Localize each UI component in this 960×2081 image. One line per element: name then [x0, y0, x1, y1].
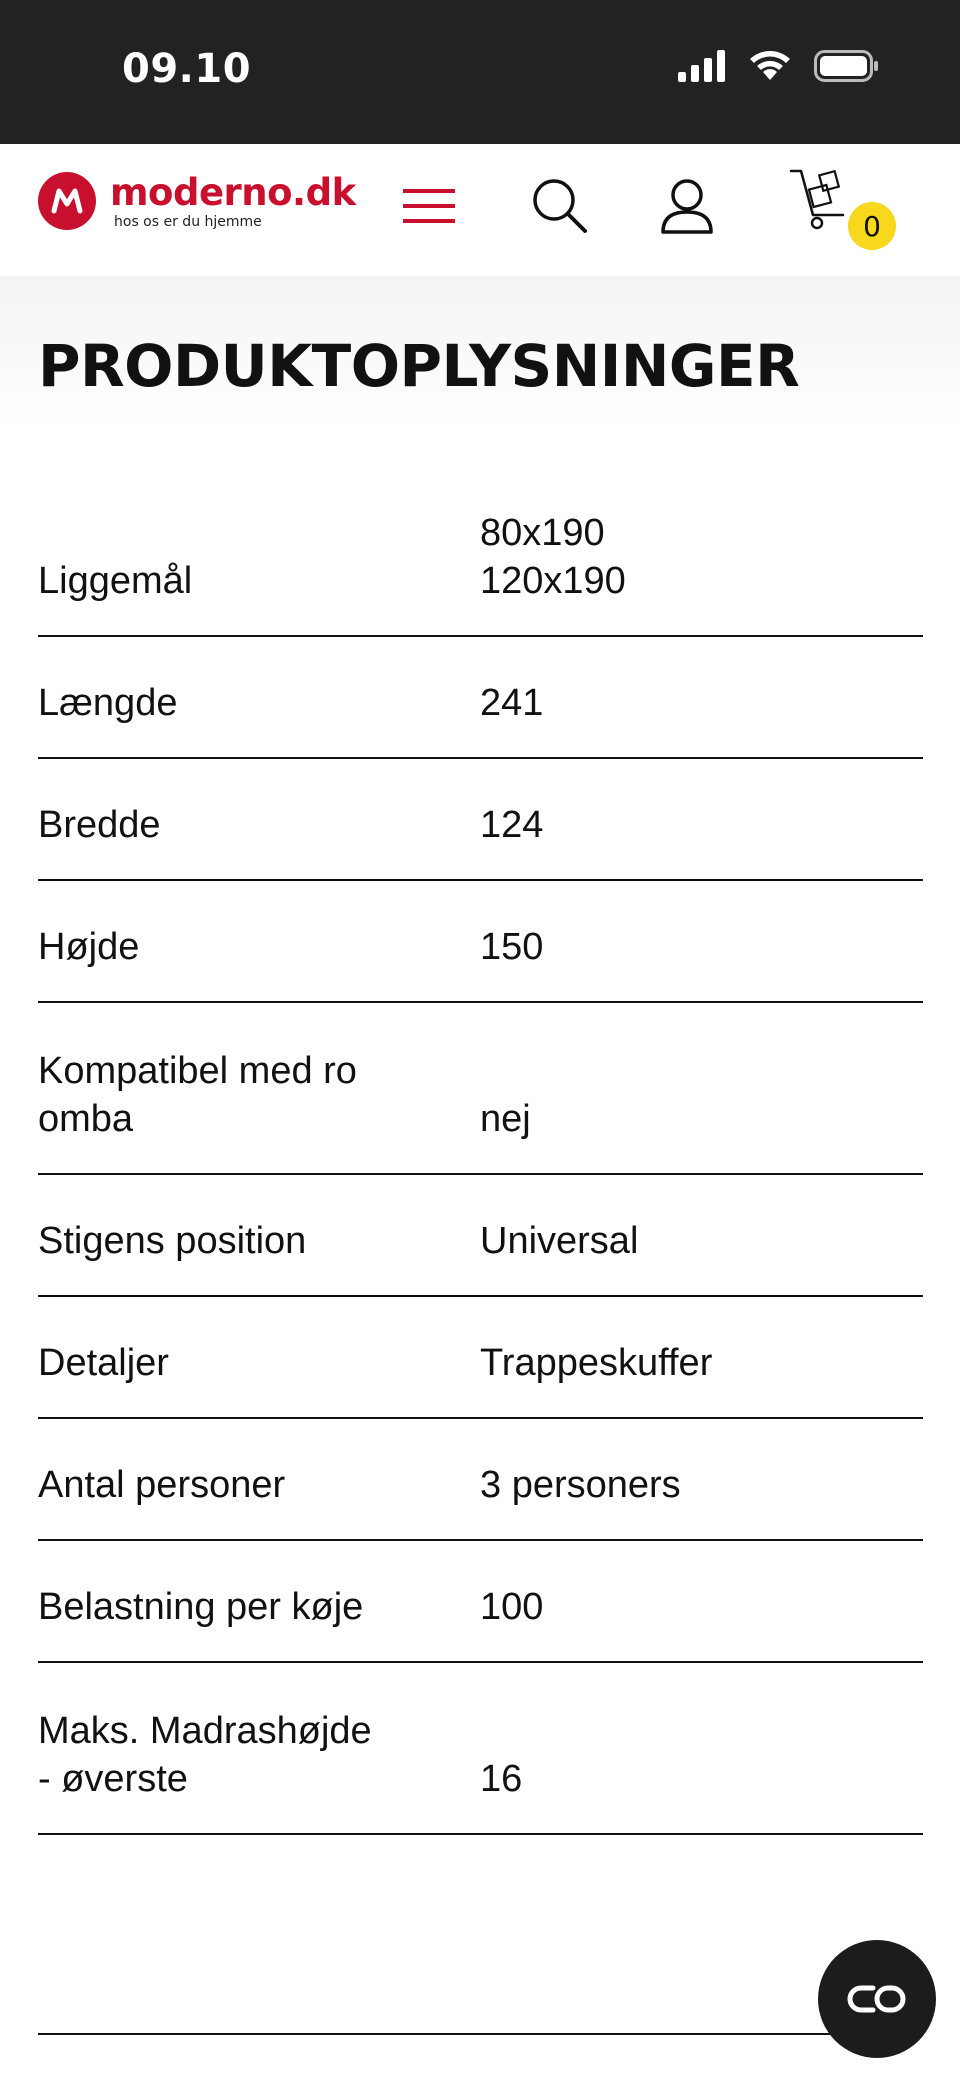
spec-row: [38, 881, 923, 1003]
spec-label-line: Kompatibel med ro: [38, 1050, 357, 1092]
spec-label: Længde: [38, 682, 178, 724]
spec-label-line: omba: [38, 1098, 134, 1140]
search-icon: [532, 178, 588, 234]
battery-icon: [814, 50, 880, 82]
logo-name: moderno.dk: [110, 170, 356, 214]
status-bar: [0, 0, 960, 144]
spec-label: Detaljer: [38, 1342, 169, 1384]
spec-label-line: - øverste: [38, 1758, 188, 1800]
cart-icon: [787, 165, 857, 235]
status-time: 09.10: [122, 46, 252, 92]
spec-value: 241: [480, 682, 544, 724]
spec-value: [480, 509, 923, 605]
search-button[interactable]: [524, 170, 596, 242]
page-title: PRODUKTOPLYSNINGER: [38, 332, 800, 400]
chat-icon: [847, 1982, 907, 2016]
spec-row: [38, 1003, 923, 1175]
spec-row: [38, 1663, 923, 1835]
spec-row: [38, 759, 923, 881]
wifi-icon: [748, 50, 792, 82]
spec-row: [38, 1541, 923, 1663]
spec-row: [38, 1419, 923, 1541]
menu-button[interactable]: [393, 170, 465, 242]
spec-label: [38, 1707, 480, 1803]
logo[interactable]: [38, 172, 356, 230]
spec-value: 150: [480, 926, 544, 968]
logo-tagline: hos os er du hjemme: [114, 213, 262, 230]
spec-value: Universal: [480, 1220, 639, 1262]
logo-text: [110, 170, 356, 230]
spec-label-line: Maks. Madrashøjde: [38, 1710, 372, 1752]
spec-value: 124: [480, 804, 544, 846]
spec-table: [38, 490, 923, 1835]
cart-count-badge[interactable]: 0: [848, 202, 896, 250]
spec-row: [38, 637, 923, 759]
spec-value: 16: [480, 1758, 523, 1800]
spec-row: [38, 1175, 923, 1297]
spec-label: Liggemål: [38, 560, 193, 602]
spec-row: [38, 1297, 923, 1419]
status-icons: [678, 50, 880, 82]
spec-label: Højde: [38, 926, 140, 968]
spec-value: nej: [480, 1098, 531, 1140]
spec-value: 100: [480, 1586, 544, 1628]
spec-value: Trappeskuffer: [480, 1342, 713, 1384]
spec-value-line: 80x190: [480, 512, 605, 554]
spec-label: [38, 1047, 480, 1143]
spec-label: Stigens position: [38, 1220, 307, 1262]
menu-icon: [403, 187, 455, 225]
logo-m-icon: [50, 187, 84, 215]
spec-row: [38, 490, 923, 637]
chat-button[interactable]: [818, 1940, 936, 2058]
section-divider: [38, 2033, 868, 2035]
spec-label: Bredde: [38, 804, 161, 846]
account-button[interactable]: [651, 170, 723, 242]
spec-value-line: 120x190: [480, 560, 626, 602]
spec-label: Antal personer: [38, 1464, 286, 1506]
logo-mark: [38, 172, 96, 230]
site-header: [0, 144, 960, 276]
signal-icon: [678, 50, 726, 82]
spec-label: Belastning per køje: [38, 1586, 364, 1628]
account-icon: [659, 178, 715, 234]
spec-value: 3 personers: [480, 1464, 681, 1506]
